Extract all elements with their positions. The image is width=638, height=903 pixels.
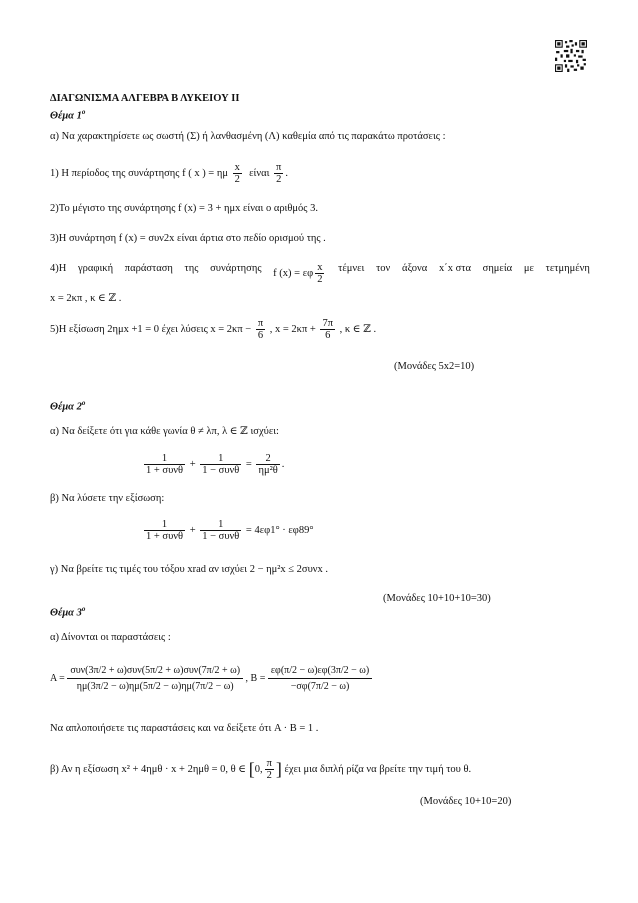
theme3-part-b	[50, 758, 471, 781]
theme1-item4-line2: x = 2κπ , κ ∈ ℤ .	[50, 293, 122, 304]
eq2-plus: +	[189, 524, 196, 536]
expression-a-fraction	[67, 664, 243, 693]
item5-fraction-pi-over-6	[256, 318, 265, 341]
theme3-simplify: Να απλοποιήσετε τις παραστάσεις και να δείξετε ότι A · B = 1 .	[50, 723, 319, 734]
frac-num: 2	[256, 453, 279, 465]
eq2-fraction-2	[200, 519, 241, 542]
frac-num: x	[317, 262, 323, 273]
interval-fraction-pi-over-2	[265, 758, 274, 781]
frac-den: 2	[234, 174, 240, 185]
expression-a-numerator: συν(3π/2 + ω)συν(5π/2 + ω)συν(7π/2 + ω)	[67, 664, 243, 679]
theme1-item3: 3)Η συνάρτηση f (x) = συν2x είναι άρτια στο πεδίο ορισμού της .	[50, 233, 326, 244]
frac-den: ημ²θ	[258, 465, 278, 476]
theme1-item2: 2)Το μέγιστο της συνάρτησης f (x) = 3 + ημx είναι ο αριθμός 3.	[50, 203, 318, 214]
item4-word: άξονα	[401, 263, 428, 274]
expression-a-denominator: ημ(3π/2 − ω)ημ(5π/2 − ω)ημ(7π/2 − ω)	[76, 681, 234, 692]
frac-num: 1	[200, 519, 241, 531]
theme3-heading-text: Θέμα 3	[50, 607, 82, 619]
item4-word: συνάρτησης	[210, 263, 262, 274]
interval-left-bracket: [	[248, 759, 255, 779]
theme3-marks: (Μονάδες 10+10=20)	[420, 796, 512, 807]
theme2-equation-1	[142, 453, 284, 476]
item4-word: με	[523, 263, 534, 274]
frac-num: 1	[144, 519, 185, 531]
item4-word: παράσταση	[124, 263, 173, 274]
theme2-part-a: α) Να δείξετε ότι για κάθε γωνία θ ≠ λπ, λ ∈ ℤ ισχύει:	[50, 426, 279, 437]
expression-a-label: A =	[50, 672, 65, 684]
theme1-heading-sup: ο	[81, 108, 86, 116]
item4-fraction-x-over-2	[315, 262, 324, 285]
frac-num: 7π	[322, 318, 334, 329]
frac-den: 2	[317, 274, 323, 285]
eq2-rhs: = 4εφ1° · εφ89°	[245, 524, 314, 536]
item5-text-a: 5)Η εξίσωση 2ημx +1 = 0 έχει λύσεις x = 2κπ −	[50, 323, 252, 335]
item5-text-c: , κ ∈ ℤ .	[339, 323, 377, 335]
theme3-heading	[50, 603, 85, 620]
item5-text-b: , x = 2κπ +	[269, 323, 316, 335]
theme3-heading-sup: ο	[81, 605, 86, 613]
expression-b-fraction	[268, 664, 372, 693]
item4-word: της	[184, 263, 199, 274]
expression-b-denominator: −σφ(7π/2 − ω)	[290, 681, 350, 692]
theme3-expressions	[50, 664, 372, 693]
theme1-item4-line1	[50, 262, 590, 285]
item4-word: f (x) = εφ	[273, 267, 314, 279]
item4-word: τον	[376, 263, 391, 274]
theme2-part-c: γ) Να βρείτε τις τιμές του τόξου xrad αν ισχύει 2 − ημ²x ≤ 2συνx .	[50, 564, 329, 575]
item1-text-a: 1) Η περίοδος της συνάρτησης f ( x ) = ημ	[50, 167, 228, 179]
item1-fraction-pi-over-2	[274, 162, 283, 185]
frac-num: 1	[144, 453, 185, 465]
theme3-part-a: α) Δίνονται οι παραστάσεις :	[50, 632, 171, 643]
frac-den: 1 + συνθ	[146, 531, 184, 542]
eq1-equals: =	[245, 458, 252, 470]
frac-den: 2	[266, 770, 272, 781]
theme1-item5	[50, 318, 376, 341]
frac-num: π	[257, 318, 264, 329]
frac-den: 1 + συνθ	[146, 465, 184, 476]
eq1-fraction-1	[144, 453, 185, 476]
item4-word: 4)Η	[50, 263, 67, 274]
part-b-text-a: β) Αν η εξίσωση x² + 4ημθ · x + 2ημθ = 0, θ ∈	[50, 763, 247, 775]
item4-word: σημεία	[482, 263, 513, 274]
item1-text-c: .	[285, 167, 288, 179]
frac-num: π	[276, 162, 282, 173]
theme1-intro: α) Να χαρακτηρίσετε ως σωστή (Σ) ή λανθασμένη (Λ) καθεμία από τις παρακάτω προτάσεις :	[50, 131, 446, 142]
eq1-plus: +	[189, 458, 196, 470]
eq1-fraction-2	[200, 453, 241, 476]
item4-word: τετμημένη	[545, 263, 590, 274]
item1-text-b: είναι	[249, 167, 270, 179]
theme2-heading	[50, 397, 85, 414]
frac-num: 1	[200, 453, 241, 465]
frac-den: 6	[257, 330, 264, 341]
frac-den: 1 − συνθ	[202, 531, 240, 542]
item4-word: x΄x στα	[438, 263, 471, 274]
expression-b-numerator: εφ(π/2 − ω)εφ(3π/2 − ω)	[268, 664, 372, 679]
item4-function	[273, 262, 326, 285]
frac-den: 2	[276, 174, 282, 185]
theme1-item1	[50, 162, 288, 185]
theme1-heading-text: Θέμα 1	[50, 110, 82, 122]
theme2-heading-sup: ο	[81, 399, 86, 407]
eq1-fraction-3	[256, 453, 279, 476]
eq2-fraction-1	[144, 519, 185, 542]
theme1-heading	[50, 106, 85, 123]
interval-start: 0,	[254, 763, 263, 775]
interval-right-bracket: ]	[275, 759, 282, 779]
frac-den: 1 − συνθ	[202, 465, 240, 476]
item1-fraction-x-over-2	[233, 162, 242, 185]
qr-code-icon	[555, 40, 587, 72]
frac-den: 6	[325, 330, 331, 341]
item4-word: τέμνει	[338, 263, 365, 274]
eq1-period: .	[281, 458, 285, 470]
frac-num: π	[266, 758, 272, 769]
theme2-marks: (Μονάδες 10+10+10=30)	[383, 593, 491, 604]
theme1-marks: (Μονάδες 5x2=10)	[394, 361, 475, 372]
theme2-heading-text: Θέμα 2	[50, 401, 82, 413]
item5-fraction-7pi-over-6	[320, 318, 335, 341]
frac-num: x	[234, 162, 240, 173]
part-b-text-b: έχει μια διπλή ρίζα να βρείτε την τιμή του θ.	[284, 763, 472, 775]
theme2-part-b: β) Να λύσετε την εξίσωση:	[50, 493, 165, 504]
item4-word: γραφική	[78, 263, 114, 274]
expression-b-label: , B =	[245, 672, 266, 684]
document-title: ΔΙΑΓΩΝΙΣΜΑ ΑΛΓΕΒΡΑ Β ΛΥΚΕΙΟΥ ΙΙ	[50, 93, 240, 104]
theme2-equation-2	[142, 519, 314, 542]
